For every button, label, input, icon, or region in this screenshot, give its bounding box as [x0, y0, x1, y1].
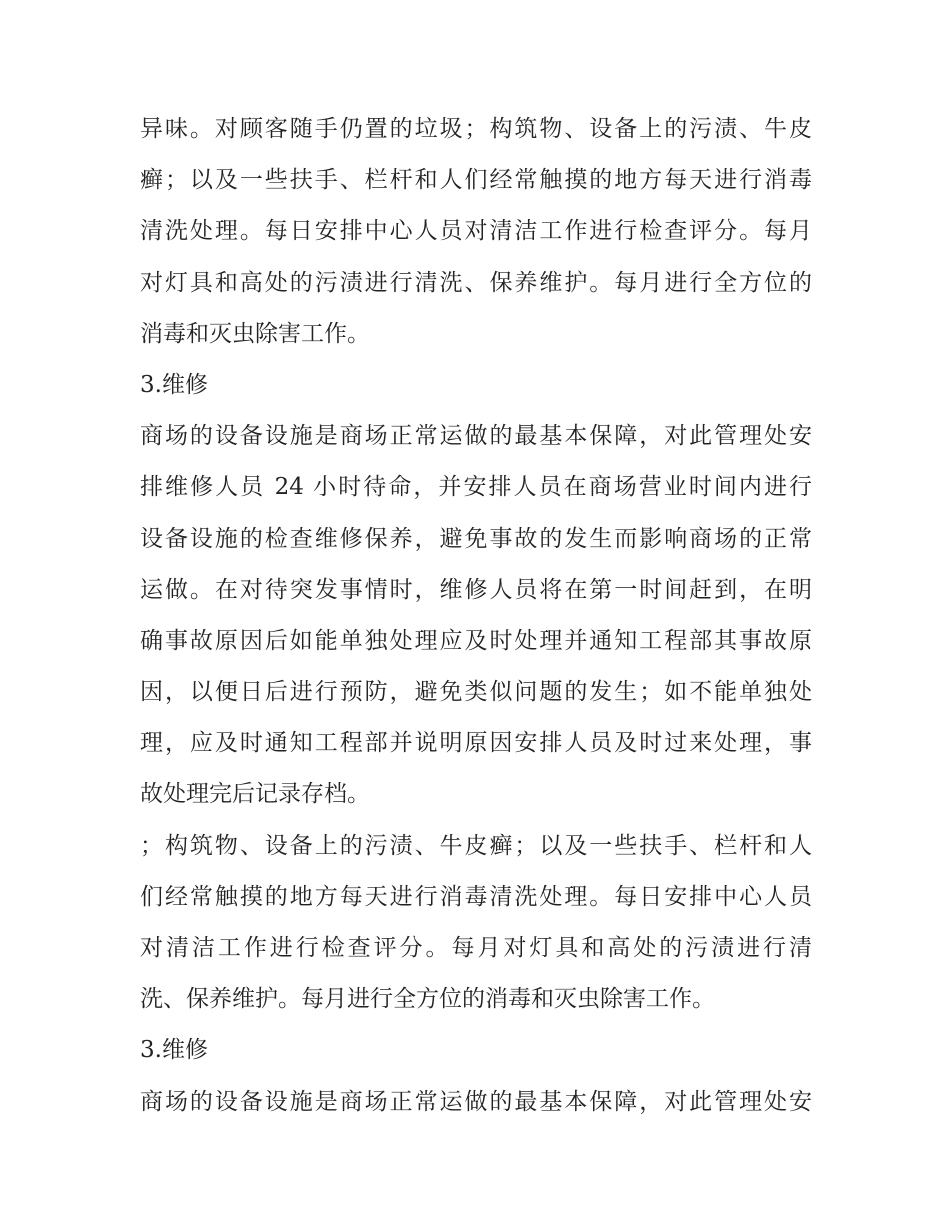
text-line: 商场的设备设施是商场正常运做的最基本保障，对此管理处安	[140, 423, 812, 450]
text-line: ；构筑物、设备上的污渍、牛皮癣；以及一些扶手、栏杆和人	[140, 832, 812, 859]
text-line: 运做。在对待突发事情时，维修人员将在第一时间赶到，在明	[140, 576, 812, 603]
section-heading: 3.维修	[140, 1037, 208, 1064]
text-line: 故处理完后记录存档。	[140, 781, 370, 808]
text-line: 对灯具和高处的污渍进行清洗、保养维护。每月进行全方位的	[140, 269, 812, 296]
text-line: 异味。对顾客随手仍置的垃圾；构筑物、设备上的污渍、牛皮	[140, 116, 812, 142]
text-line: 确事故原因后如能单独处理应及时处理并通知工程部其事故原	[140, 627, 812, 654]
text-line: 们经常触摸的地方每天进行消毒清洗处理。每日安排中心人员	[140, 883, 812, 910]
text-line: 排维修人员 24 小时待命，并安排人员在商场营业时间内进行	[140, 474, 812, 501]
text-line: 洗、保养维护。每月进行全方位的消毒和灭虫除害工作。	[140, 986, 715, 1013]
document-body	[140, 104, 812, 1128]
text-line: 对清洁工作进行检查评分。每月对灯具和高处的污渍进行清	[140, 935, 812, 961]
text-line: 消毒和灭虫除害工作。	[140, 320, 370, 347]
text-line: 商场的设备设施是商场正常运做的最基本保障，对此管理处安	[140, 1088, 812, 1115]
text-line: 理，应及时通知工程部并说明原因安排人员及时过来处理，事	[140, 730, 812, 757]
text-line: 清洗处理。每日安排中心人员对清洁工作进行检查评分。每月	[140, 218, 812, 245]
text-line: 癣；以及一些扶手、栏杆和人们经常触摸的地方每天进行消毒	[140, 167, 812, 194]
text-line: 设备设施的检查维修保养，避免事故的发生而影响商场的正常	[140, 525, 812, 552]
section-heading: 3.维修	[140, 371, 208, 398]
text-line: 因，以便日后进行预防，避免类似问题的发生；如不能单独处	[140, 679, 812, 706]
